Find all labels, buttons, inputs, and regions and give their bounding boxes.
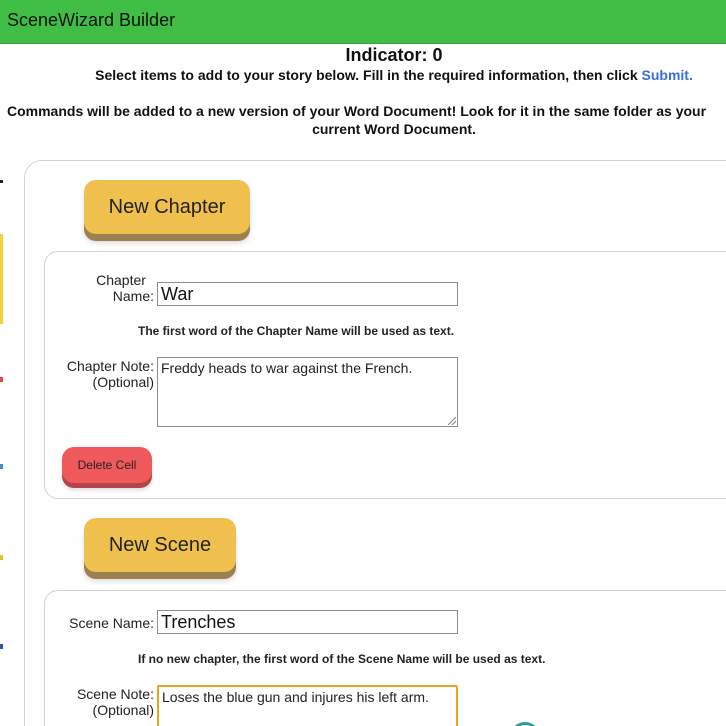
instruction-text <box>0 67 726 83</box>
submit-link[interactable]: Submit. <box>641 67 693 83</box>
commands-note-line2: current Word Document. <box>312 121 476 137</box>
chapter-name-label-line1: Chapter <box>96 272 146 288</box>
edge-mark <box>0 377 3 382</box>
chapter-note-label-line1: Chapter Note: <box>66 358 154 374</box>
chapter-name-label-line2: Name: <box>112 288 154 304</box>
left-edge-decoration <box>0 44 3 726</box>
edge-mark <box>0 180 3 183</box>
scene-name-label: Scene Name: <box>69 615 154 631</box>
instruction-body: Select items to add to your story below. Fill in the required information, then click <box>95 67 642 83</box>
edge-mark <box>0 555 3 560</box>
scene-note-textarea[interactable] <box>157 685 458 726</box>
chapter-name-label <box>60 272 154 304</box>
scene-note-label-line1: Scene Note: <box>76 686 154 702</box>
edge-mark <box>0 464 3 469</box>
commands-note <box>7 103 726 137</box>
scene-name-hint: If no new chapter, the first word of the Scene Name will be used as text. <box>138 652 546 666</box>
indicator-text: Indicator: 0 <box>345 45 443 65</box>
window-title: SceneWizard Builder <box>7 10 176 30</box>
chapter-note-label <box>54 358 154 390</box>
scene-note-label-line2: (Optional) <box>92 702 154 718</box>
new-scene-button[interactable]: New Scene <box>84 518 236 572</box>
delete-cell-button[interactable]: Delete Cell <box>62 447 152 483</box>
chapter-note-label-line2: (Optional) <box>92 374 154 390</box>
scene-name-input[interactable] <box>157 610 458 634</box>
resize-grip-icon[interactable] <box>448 417 456 425</box>
new-chapter-button[interactable]: New Chapter <box>84 180 250 234</box>
scene-note-label <box>54 686 154 718</box>
title-bar <box>0 0 726 44</box>
edge-mark <box>0 644 3 649</box>
chapter-note-textarea[interactable] <box>157 357 458 427</box>
edge-mark <box>0 234 3 324</box>
commands-note-line1: Commands will be added to a new version of your Word Document! Look for it in the same folder as your <box>7 103 707 119</box>
chapter-name-input[interactable] <box>157 282 458 306</box>
chapter-name-hint: The first word of the Chapter Name will be used as text. <box>138 324 455 338</box>
